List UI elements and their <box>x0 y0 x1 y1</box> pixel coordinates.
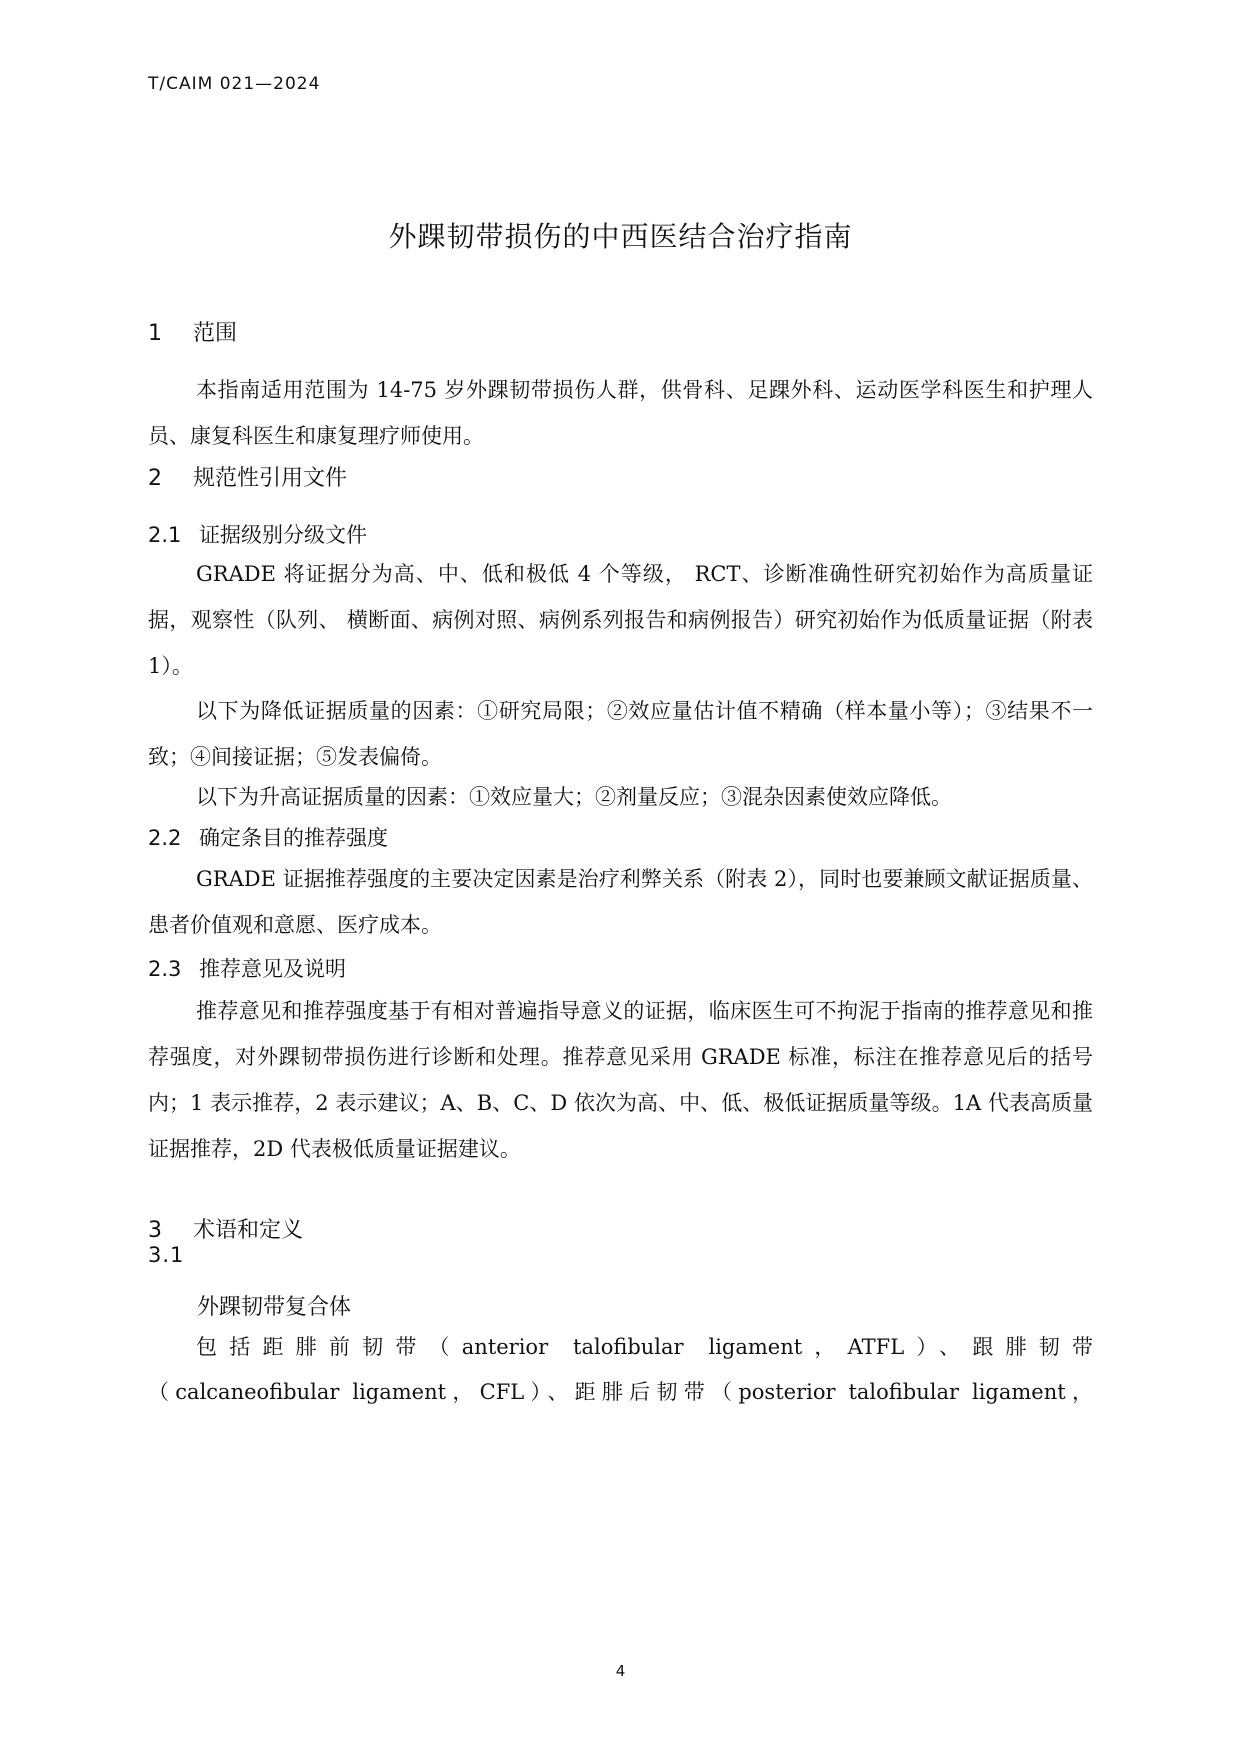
section-3-1-definition-line-1: 包括距腓前韧带（anterior talofibular ligament，ATFL）、跟腓韧带 <box>196 1335 1093 1359</box>
section-2-2-paragraph: GRADE 证据推荐强度的主要决定因素是治疗利弊关系（附表 2），同时也要兼顾文献证据质量、患者价值观和意愿、医疗成本。 <box>148 867 1093 937</box>
section-3-heading <box>148 1213 303 1244</box>
section-3-1-term: 外踝韧带复合体 <box>197 1295 352 1320</box>
section-1-title: 范围 <box>193 321 238 346</box>
section-1-heading <box>148 316 237 347</box>
section-1-paragraph: 本指南适用范围为 14-75 岁外踝韧带损伤人群，供骨科、足踝外科、运动医学科医生和护理人员、康复科医生和康复理疗师使用。 <box>148 378 1093 448</box>
document-title: 外踝韧带损伤的中西医结合治疗指南 <box>388 220 853 253</box>
section-2-2-number: 2.2 <box>148 826 182 850</box>
section-3-number: 3 <box>148 1218 162 1243</box>
section-2-1-title: 证据级别分级文件 <box>199 523 367 547</box>
standard-number: T/CAIM 021—2024 <box>148 74 321 94</box>
section-2-3-title: 推荐意见及说明 <box>199 957 346 981</box>
section-2-heading <box>148 461 347 492</box>
section-2-3-heading <box>148 953 346 983</box>
section-2-title: 规范性引用文件 <box>193 466 348 491</box>
section-2-1-paragraph-1: GRADE 将证据分为高、中、低和极低 4 个等级， RCT、诊断准确性研究初始作为高质量证据，观察性（队列、 横断面、病例对照、病例系列报告和病例报告）研究初始作为低质量证据（附表 1）。 <box>148 562 1093 678</box>
section-2-2-title: 确定条目的推荐强度 <box>199 826 388 850</box>
section-2-number: 2 <box>148 466 162 491</box>
section-3-1-definition-line-2: （calcaneofibular ligament，CFL）、距腓后韧带（posterior talofibular ligament， <box>148 1380 1093 1404</box>
section-2-1-paragraph-2: 以下为降低证据质量的因素：①研究局限；②效应量估计值不精确（样本量小等）；③结果不一致；④间接证据；⑤发表偏倚。 <box>148 699 1093 769</box>
section-2-3-number: 2.3 <box>148 957 182 981</box>
section-2-1-paragraph-3: 以下为升高证据质量的因素：①效应量大；②剂量反应；③混杂因素使效应降低。 <box>196 785 952 809</box>
section-3-1-number: 3.1 <box>148 1243 185 1267</box>
section-1-number: 1 <box>148 321 162 346</box>
section-2-3-paragraph: 推荐意见和推荐强度基于有相对普遍指导意义的证据，临床医生可不拘泥于指南的推荐意见和推荐强度，对外踝韧带损伤进行诊断和处理。推荐意见采用 GRADE 标准，标注在推荐意见后的括号内；1 表示推荐，2 表示建议；A、B、C、D 依次为高、中、低、极低证据质量等级。1A 代表高质量证据推荐，2D 代表极低质量证据建议。 <box>148 999 1093 1161</box>
section-2-2-heading <box>148 822 388 852</box>
section-3-title: 术语和定义 <box>193 1218 304 1243</box>
page-number: 4 <box>615 1662 626 1680</box>
section-2-1-number: 2.1 <box>148 523 182 547</box>
section-2-1-heading <box>148 519 367 549</box>
